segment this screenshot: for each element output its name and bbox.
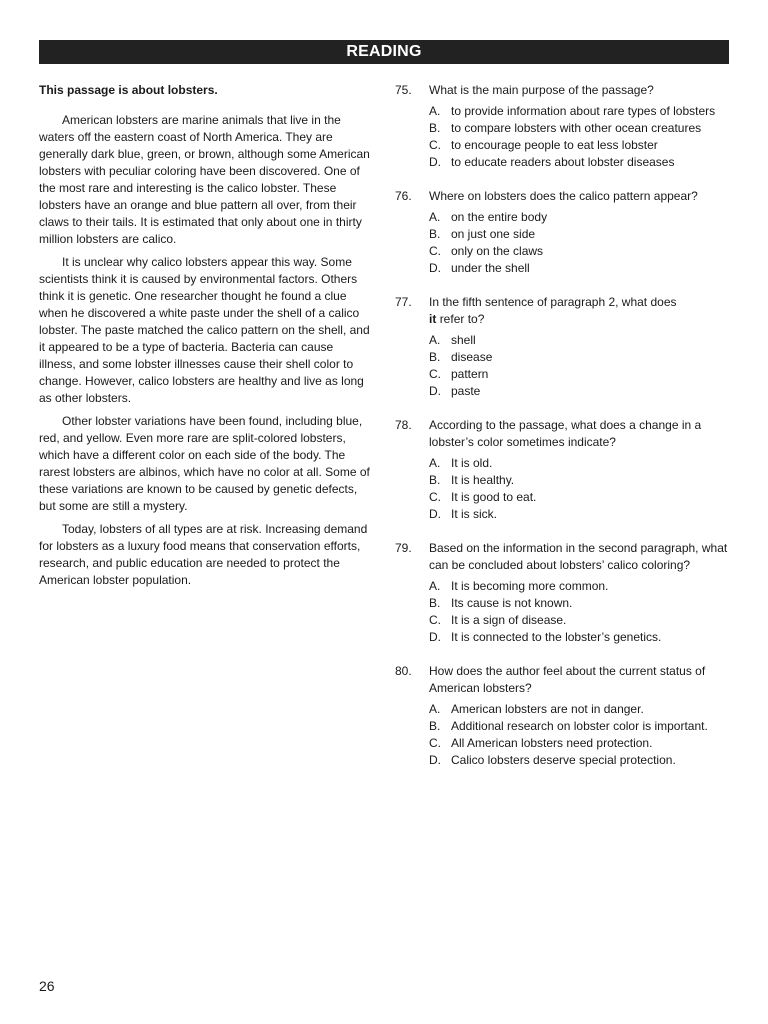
answer-option-a[interactable] [429, 332, 735, 349]
question-number: 80. [395, 664, 412, 678]
answer-option-d[interactable] [429, 629, 735, 646]
option-text: pattern [451, 367, 489, 381]
answer-option-c[interactable] [429, 137, 735, 154]
option-letter: B. [429, 121, 441, 135]
answer-option-c[interactable] [429, 612, 735, 629]
answer-option-a[interactable] [429, 578, 735, 595]
question-number: 75. [395, 83, 412, 97]
question-80 [395, 663, 735, 769]
question-keyword: it [429, 312, 437, 326]
option-text: to compare lobsters with other ocean creatures [451, 121, 702, 135]
option-letter: C. [429, 736, 441, 750]
option-text: It is connected to the lobster’s genetics. [451, 630, 662, 644]
option-text: It is becoming more common. [451, 579, 609, 593]
answer-option-c[interactable] [429, 366, 735, 383]
question-number: 79. [395, 541, 412, 555]
answer-option-d[interactable] [429, 752, 735, 769]
answer-option-a[interactable] [429, 455, 735, 472]
answer-option-d[interactable] [429, 383, 735, 400]
option-text: Its cause is not known. [451, 596, 573, 610]
question-number: 76. [395, 189, 412, 203]
option-letter: A. [429, 210, 441, 224]
option-letter: D. [429, 753, 441, 767]
section-header [39, 40, 729, 64]
passage-paragraph-2: It is unclear why calico lobsters appear this way. Some scientists think it is caused by environmental factors. Others think it is genetic. One researcher thought he found a clue when he discovered a white paste under the shell of a calico lobster. The paste matched the calico pattern on the shell, and it appeared to be a type of bacteria. Bacteria can cause illness, and some lobster illnesses cause their shell color to change. However, calico lobsters are healthy and live as long as other lobsters. [39, 255, 370, 405]
option-letter: A. [429, 702, 441, 716]
passage-paragraph-4: Today, lobsters of all types are at risk. Increasing demand for lobsters as a luxury food means that conservation efforts, research, and public education are needed to protect the American lobster population. [39, 522, 368, 587]
passage-paragraph-1: American lobsters are marine animals that live in the waters off the eastern coast of North America. They are generally dark blue, green, or brown, although some American lobsters with peculiar coloring have been discovered. One of the most rare and interesting is the calico lobster. These lobsters have an orange and blue pattern all over, from their claws to their tails. It is estimated that only about one in thirty million lobsters are calico. [39, 113, 370, 246]
question-77 [395, 294, 735, 400]
option-letter: B. [429, 227, 441, 241]
option-text: Additional research on lobster color is important. [451, 719, 708, 733]
answer-option-b[interactable] [429, 718, 735, 735]
question-list [395, 82, 735, 786]
answer-option-a[interactable] [429, 103, 735, 120]
question-text: How does the author feel about the current status of American lobsters? [429, 664, 706, 695]
section-title: READING [346, 43, 422, 60]
question-79 [395, 540, 735, 646]
answer-option-c[interactable] [429, 489, 735, 506]
answer-options [429, 103, 735, 171]
option-text: It is sick. [451, 507, 498, 521]
question-number: 78. [395, 418, 412, 432]
option-letter: A. [429, 104, 441, 118]
passage-paragraph-3: Other lobster variations have been found, including blue, red, and yellow. Even more rare are split-colored lobsters, which have a different color on each side of the body. The rarest lobsters are albinos, which have no color at all. Some of these variations are known to be caused by genetic defects, but some are still a mystery. [39, 414, 370, 513]
option-letter: D. [429, 630, 441, 644]
option-letter: D. [429, 384, 441, 398]
option-text: to encourage people to eat less lobster [451, 138, 658, 152]
question-text: Based on the information in the second paragraph, what can be concluded about lobsters’ calico coloring? [429, 541, 728, 572]
option-letter: B. [429, 719, 441, 733]
option-text: It is good to eat. [451, 490, 537, 504]
option-text: It is old. [451, 456, 493, 470]
answer-option-d[interactable] [429, 260, 735, 277]
question-text-start: In the fifth sentence of paragraph 2, what does [429, 295, 677, 309]
option-text: It is a sign of disease. [451, 613, 567, 627]
question-78 [395, 417, 735, 523]
option-letter: D. [429, 507, 441, 521]
answer-option-d[interactable] [429, 506, 735, 523]
answer-option-c[interactable] [429, 243, 735, 260]
option-letter: C. [429, 138, 441, 152]
option-letter: A. [429, 456, 441, 470]
option-text: disease [451, 350, 493, 364]
option-text: Calico lobsters deserve special protection. [451, 753, 676, 767]
answer-option-b[interactable] [429, 349, 735, 366]
answer-option-a[interactable] [429, 701, 735, 718]
answer-option-a[interactable] [429, 209, 735, 226]
option-text: shell [451, 333, 476, 347]
question-text-end: refer to? [439, 312, 485, 326]
answer-option-b[interactable] [429, 472, 735, 489]
option-letter: C. [429, 613, 441, 627]
option-text: All American lobsters need protection. [451, 736, 653, 750]
question-text: According to the passage, what does a change in a lobster’s color sometimes indicate? [429, 418, 702, 449]
option-letter: C. [429, 490, 441, 504]
option-text: American lobsters are not in danger. [451, 702, 644, 716]
answer-option-c[interactable] [429, 735, 735, 752]
question-text [429, 294, 735, 328]
option-text: It is healthy. [451, 473, 515, 487]
question-76 [395, 188, 735, 277]
answer-options [429, 209, 735, 277]
answer-options [429, 455, 735, 523]
answer-options [429, 332, 735, 400]
option-letter: B. [429, 473, 441, 487]
page-number: 26 [39, 978, 55, 994]
reading-passage [39, 82, 370, 595]
answer-option-d[interactable] [429, 154, 735, 171]
question-text: Where on lobsters does the calico pattern appear? [429, 189, 698, 203]
answer-options [429, 701, 735, 769]
option-text: to educate readers about lobster diseases [451, 155, 675, 169]
option-text: paste [451, 384, 481, 398]
option-letter: B. [429, 350, 441, 364]
option-letter: B. [429, 596, 441, 610]
option-letter: A. [429, 333, 441, 347]
answer-options [429, 578, 735, 646]
passage-intro: This passage is about lobsters. [39, 83, 218, 97]
answer-option-b[interactable] [429, 120, 735, 137]
option-text: only on the claws [451, 244, 544, 258]
question-75 [395, 82, 735, 171]
option-text: on the entire body [451, 210, 548, 224]
option-letter: D. [429, 155, 441, 169]
question-text: What is the main purpose of the passage? [429, 83, 654, 97]
option-text: under the shell [451, 261, 530, 275]
answer-option-b[interactable] [429, 595, 735, 612]
option-letter: C. [429, 367, 441, 381]
option-letter: D. [429, 261, 441, 275]
question-number: 77. [395, 295, 412, 309]
option-text: on just one side [451, 227, 536, 241]
option-text: to provide information about rare types of lobsters [451, 104, 716, 118]
option-letter: C. [429, 244, 441, 258]
option-letter: A. [429, 579, 441, 593]
answer-option-b[interactable] [429, 226, 735, 243]
